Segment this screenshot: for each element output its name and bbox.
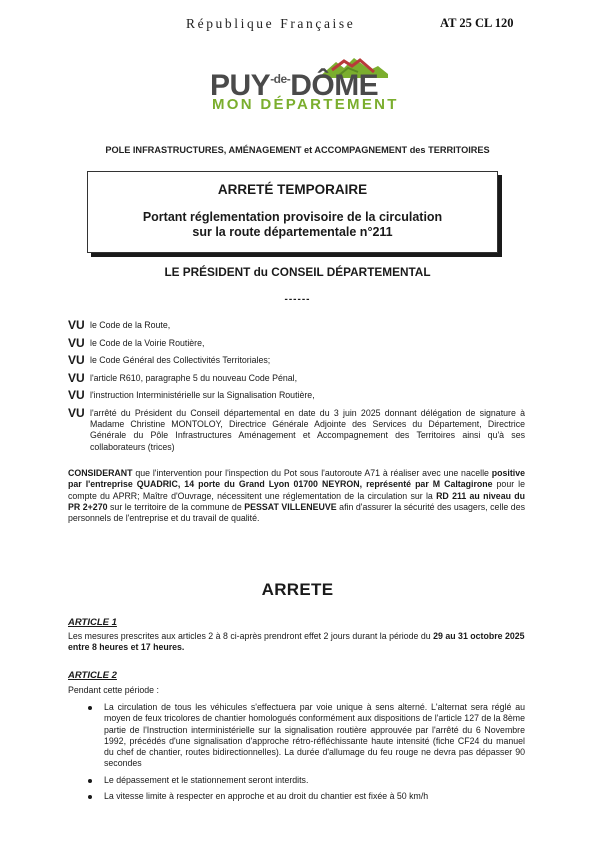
vu-keyword: VU (68, 318, 85, 332)
puy-de-dome-logo (210, 56, 399, 120)
vu-text: le Code Général des Collectivités Territoriales; (90, 355, 271, 366)
arrete-temporaire-title: ARRETÉ TEMPORAIRE (217, 182, 368, 197)
considerant-text: afin d'assurer la sécurité des usagers, celle des personnels de l'entreprise et du travail de qualité. (68, 501, 525, 524)
vu-keyword: VU (68, 370, 85, 385)
article-1-heading: ARTICLE 1 (68, 617, 117, 628)
bullet-text: La vitesse limite à respecter en approche et au droit du chantier est fixée à 50 km/h (104, 791, 429, 802)
vu-item (68, 354, 525, 366)
vu-text: l'arrêté du Président du Conseil départemental en date du 3 juin 2025 donnant délégation de signature à Madame Christine MONTOLOY, Directrice Générale Adjointe des Services du Département, Directrice Générale du Pôle Infrastructures Aménagement et Accompagnement des Territoires ainsi qu'à ses collaborateurs (trices) (90, 407, 525, 452)
considerant-bold: RD 211 au niveau du PR 2+270 (68, 490, 525, 512)
logo-dome: DÔME (290, 69, 379, 102)
document-reference: AT 25 CL 120 (440, 16, 514, 30)
vu-keyword: VU (68, 353, 85, 368)
president-heading: LE PRÉSIDENT du CONSEIL DÉPARTEMENTAL (164, 265, 431, 279)
logo-tagline: MON DÉPARTEMENT (212, 96, 399, 113)
article-1-body: Les mesures prescrites aux articles 2 à 8 ci-après prendront effet 2 jours durant la période du (68, 631, 434, 641)
considerant-bold: PESSAT VILLENEUVE (244, 501, 337, 512)
considerant-paragraph (68, 468, 525, 524)
list-item (86, 775, 525, 786)
article-2-intro: Pendant cette période : (68, 685, 159, 695)
title-box (87, 171, 498, 253)
considerant-text: sur le territoire de la commune de (107, 501, 245, 512)
vu-item (68, 407, 525, 453)
vu-item (68, 337, 525, 349)
vu-item (68, 389, 525, 401)
list-item (86, 791, 525, 802)
considerant-keyword: CONSIDERANT (68, 468, 133, 478)
bullet-icon (88, 795, 92, 799)
vu-item (68, 372, 525, 384)
arrete-heading: ARRETE (261, 580, 334, 599)
bullet-text: La circulation de tous les véhicules s'effectuera par voie unique à sens alterné. L'alternat sera réglé au moyen de feux tricolores de chantier homologués conformément aux dispositions de l'article 127 de la 8ème partie de l'Instruction interministérielle sur la signalisation routière approuvée par l'arrêté du 6 Novembre 1992, précédés d'une signalisation d'approche rétro-réfléchissante haute intensité (fiche CF24 du manuel du chef de chantier, routes bidirectionnelles). La durée d'allumage du feu rouge ne devra pas dépasser 90 secondes (104, 702, 525, 769)
logo-de: -de- (270, 72, 291, 86)
pole-heading: POLE INFRASTRUCTURES, AMÉNAGEMENT et ACCOMPAGNEMENT des TERRITOIRES (105, 145, 490, 155)
considerant-bold: positive par l'entreprise QUADRIC, 14 porte du Grand Lyon 01700 NEYRON, représenté par M Caltagirone (68, 468, 525, 490)
article-2-heading: ARTICLE 2 (68, 670, 117, 681)
article-1-period: 29 au 31 octobre 2025 entre 8 heures et 17 heures. (68, 631, 525, 653)
republique-francaise-header: République Française (186, 16, 356, 31)
vu-list (68, 319, 525, 458)
vu-keyword: VU (68, 335, 85, 350)
article-2-bullets (86, 702, 525, 807)
vu-text: le Code de la Voirie Routière, (90, 337, 205, 348)
logo-puy: PUY (210, 69, 271, 102)
vu-text: l'article R610, paragraphe 5 du nouveau Code Pénal, (90, 372, 298, 383)
separator: ------ (284, 294, 311, 305)
vu-keyword: VU (68, 388, 85, 403)
considerant-text: pour le compte du APRR; Maître d'Ouvrage, nécessitent une réglementation de la circulation sur la (68, 479, 525, 501)
bullet-icon (88, 779, 92, 783)
list-item (86, 702, 525, 770)
title-subtitle-line-1: Portant réglementation provisoire de la circulation (142, 210, 443, 224)
vu-item (68, 319, 525, 331)
considerant-text: que l'intervention pour l'inspection du Pot sous l'autoroute A71 à réaliser avec une nacelle (132, 468, 492, 478)
vu-text: le Code de la Route, (90, 320, 171, 330)
title-subtitle-line-2: sur la route départementale n°211 (192, 225, 393, 239)
vu-keyword: VU (68, 405, 85, 420)
bullet-text: Le dépassement et le stationnement seront interdits. (104, 774, 309, 785)
bullet-icon (88, 706, 92, 710)
vu-text: l'instruction Interministérielle sur la Signalisation Routière, (90, 390, 315, 401)
article-1-text (68, 631, 525, 654)
